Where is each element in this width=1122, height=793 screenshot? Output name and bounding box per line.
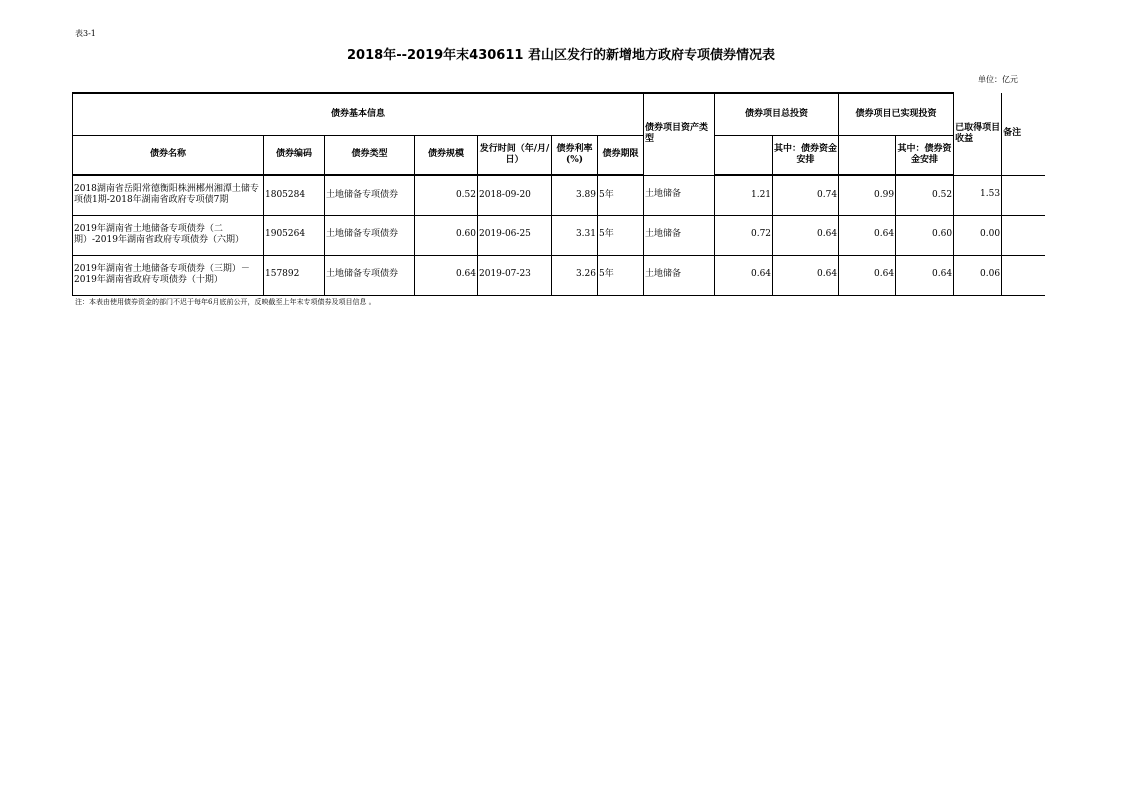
cell-remark bbox=[1002, 175, 1045, 215]
header-total-invest-blank bbox=[715, 135, 773, 175]
cell-issue-date: 2019-06-25 bbox=[478, 215, 552, 255]
header-remark: 备注 bbox=[1002, 93, 1045, 175]
cell-bond-scale: 0.60 bbox=[415, 215, 478, 255]
cell-bond-code: 157892 bbox=[264, 255, 325, 295]
cell-bond-name: 2019年湖南省土地储备专项债券（三期）－2019年湖南省政府专项债券（十期） bbox=[73, 255, 264, 295]
cell-realized-invest-bond: 0.60 bbox=[896, 215, 954, 255]
cell-remark bbox=[1002, 215, 1045, 255]
cell-asset-type: 土地储备 bbox=[644, 175, 715, 215]
header-row-columns bbox=[73, 135, 1045, 175]
cell-bond-name: 2018湖南省岳阳常德衡阳株洲郴州湘潭土储专项债1期-2018年湖南省政府专项债7期 bbox=[73, 175, 264, 215]
header-term: 债券期限 bbox=[598, 135, 644, 175]
cell-realized-invest: 0.64 bbox=[839, 215, 896, 255]
cell-issue-date: 2018-09-20 bbox=[478, 175, 552, 215]
cell-revenue: 0.06 bbox=[954, 255, 1002, 295]
cell-total-invest: 0.64 bbox=[715, 255, 773, 295]
cell-total-invest-bond: 0.64 bbox=[773, 255, 839, 295]
cell-term: 5年 bbox=[598, 215, 644, 255]
header-total-invest: 债券项目总投资 bbox=[715, 93, 839, 135]
bond-info-table bbox=[72, 92, 1045, 296]
page-title: 2018年--2019年末430611 君山区发行的新增地方政府专项债券情况表 bbox=[347, 48, 775, 63]
header-revenue: 已取得项目收益 bbox=[954, 93, 1002, 175]
header-rate: 债券利率(%) bbox=[552, 135, 598, 175]
header-realized-invest-blank bbox=[839, 135, 896, 175]
cell-bond-scale: 0.64 bbox=[415, 255, 478, 295]
table-row bbox=[73, 175, 1045, 215]
cell-remark bbox=[1002, 255, 1045, 295]
header-row-top bbox=[73, 93, 1045, 135]
cell-rate: 3.26 bbox=[552, 255, 598, 295]
cell-term: 5年 bbox=[598, 175, 644, 215]
cell-realized-invest-bond: 0.52 bbox=[896, 175, 954, 215]
cell-bond-code: 1805284 bbox=[264, 175, 325, 215]
table-id-label: 表3-1 bbox=[75, 29, 96, 38]
header-realized-invest-bond: 其中：债券资金安排 bbox=[896, 135, 954, 175]
cell-rate: 3.31 bbox=[552, 215, 598, 255]
cell-revenue: 0.00 bbox=[954, 215, 1002, 255]
cell-bond-type: 土地储备专项债券 bbox=[325, 175, 415, 215]
cell-total-invest-bond: 0.64 bbox=[773, 215, 839, 255]
cell-asset-type: 土地储备 bbox=[644, 255, 715, 295]
header-bond-name: 债券名称 bbox=[73, 135, 264, 175]
cell-total-invest: 0.72 bbox=[715, 215, 773, 255]
cell-bond-type: 土地储备专项债券 bbox=[325, 215, 415, 255]
header-bond-code: 债券编码 bbox=[264, 135, 325, 175]
unit-label: 单位：亿元 bbox=[978, 75, 1018, 84]
cell-term: 5年 bbox=[598, 255, 644, 295]
table-row bbox=[73, 255, 1045, 295]
cell-issue-date: 2019-07-23 bbox=[478, 255, 552, 295]
header-asset-type: 债券项目资产类型 bbox=[644, 93, 715, 175]
cell-bond-name: 2019年湖南省土地储备专项债券（二期）-2019年湖南省政府专项债券（六期） bbox=[73, 215, 264, 255]
cell-revenue: 1.53 bbox=[954, 175, 1002, 215]
header-issue-date: 发行时间（年/月/日） bbox=[478, 135, 552, 175]
cell-realized-invest: 0.64 bbox=[839, 255, 896, 295]
table-row bbox=[73, 215, 1045, 255]
cell-total-invest-bond: 0.74 bbox=[773, 175, 839, 215]
header-bond-scale: 债券规模 bbox=[415, 135, 478, 175]
cell-bond-code: 1905264 bbox=[264, 215, 325, 255]
footnote: 注：本表由使用债券资金的部门不迟于每年6月底前公开，反映截至上年末专项债券及项目信息 。 bbox=[75, 298, 376, 306]
cell-bond-type: 土地储备专项债券 bbox=[325, 255, 415, 295]
cell-realized-invest-bond: 0.64 bbox=[896, 255, 954, 295]
header-basic-info: 债券基本信息 bbox=[73, 93, 644, 135]
header-realized-invest: 债券项目已实现投资 bbox=[839, 93, 954, 135]
header-total-invest-bond: 其中：债券资金安排 bbox=[773, 135, 839, 175]
cell-asset-type: 土地储备 bbox=[644, 215, 715, 255]
cell-bond-scale: 0.52 bbox=[415, 175, 478, 215]
cell-realized-invest: 0.99 bbox=[839, 175, 896, 215]
cell-rate: 3.89 bbox=[552, 175, 598, 215]
cell-total-invest: 1.21 bbox=[715, 175, 773, 215]
header-bond-type: 债券类型 bbox=[325, 135, 415, 175]
